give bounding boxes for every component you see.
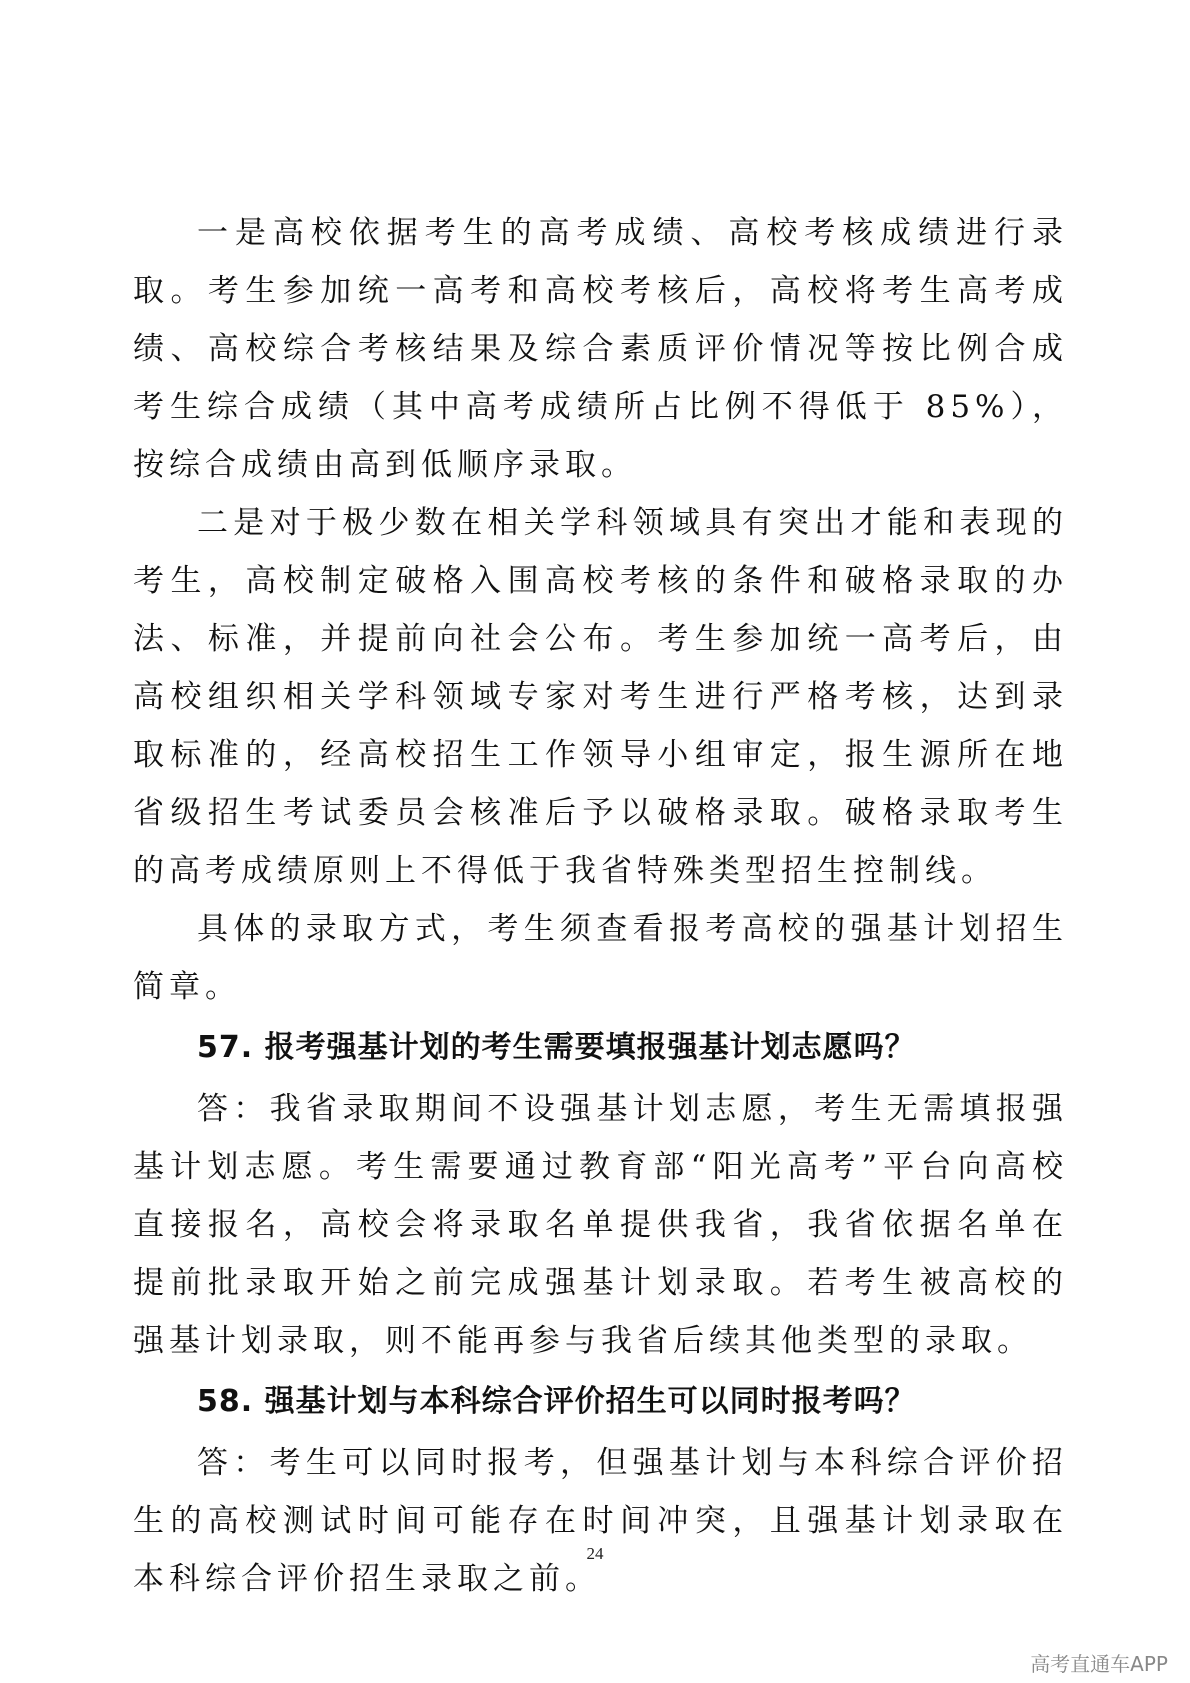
answer-57-paragraph: 答：我省录取期间不设强基计划志愿，考生无需填报强基计划志愿。考生需要通过教育部“阳光高考”平台向高校直接报名，高校会将录取名单提供我省，我省依据名单在提前批录取开始之前完成强基计划录取。若考生被高校的强基计划录取，则不能再参与我省后续其他类型的录取。 <box>133 1091 1068 1359</box>
paragraph-admission-method-one: 一是高校依据考生的高考成绩、高校考核成绩进行录取。考生参加统一高考和高校考核后，高校将考生高考成绩、高校综合考核结果及综合素质评价情况等按比例合成考生综合成绩（其中高考成绩所占比例不得低于 85%），按综合成绩由高到低顺序录取。 <box>133 215 1068 483</box>
document-body <box>133 204 1068 1608</box>
answer-58-paragraph: 答：考生可以同时报考，但强基计划与本科综合评价招生的高校测试时间可能存在时间冲突，且强基计划录取在本科综合评价招生录取之前。 <box>133 1445 1068 1597</box>
paragraph-admission-method-two: 二是对于极少数在相关学科领域具有突出才能和表现的考生，高校制定破格入围高校考核的条件和破格录取的办法、标准，并提前向社会公布。考生参加统一高考后，由高校组织相关学科领域专家对考生进行严格考核，达到录取标准的，经高校招生工作领导小组审定，报生源所在地省级招生考试委员会核准后予以破格录取。破格录取考生的高考成绩原则上不得低于我省特殊类型招生控制线。 <box>133 505 1068 889</box>
question-58-heading: 58. 强基计划与本科综合评价招生可以同时报考吗？ <box>197 1384 916 1419</box>
page-number: 24 <box>586 1544 604 1563</box>
paragraph-admission-details: 具体的录取方式，考生须查看报考高校的强基计划招生简章。 <box>133 911 1068 1005</box>
watermark-logo-text: 高考直通车APP <box>1030 1652 1168 1676</box>
question-57-heading: 57. 报考强基计划的考生需要填报强基计划志愿吗？ <box>197 1030 916 1065</box>
